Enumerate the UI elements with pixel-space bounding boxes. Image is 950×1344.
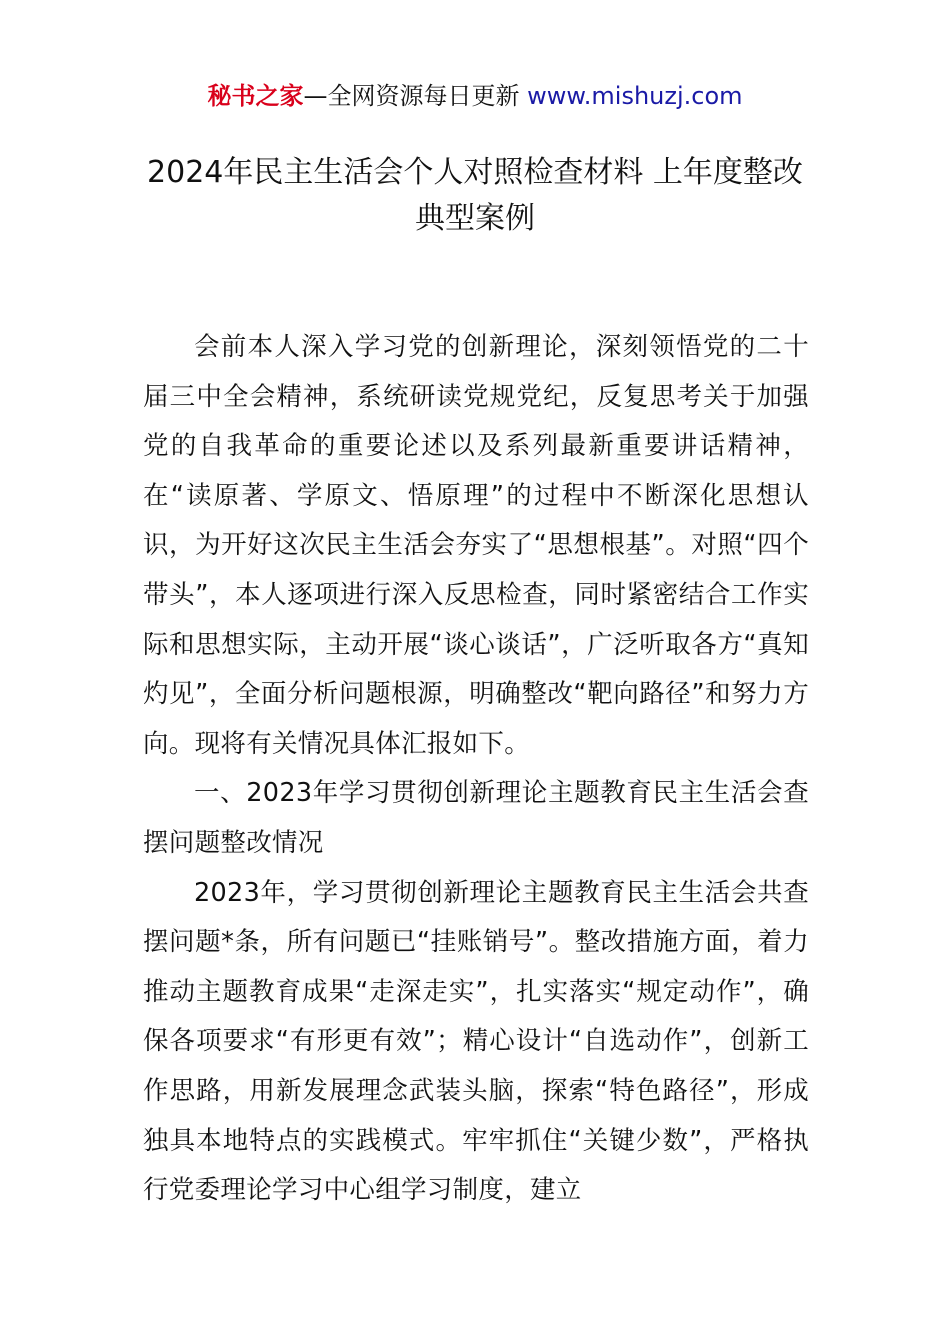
document-body bbox=[143, 323, 809, 1216]
intro-paragraph: 会前本人深入学习党的创新理论，深刻领悟党的二十届三中全会精神，系统研读党规党纪，反复思考关于加强党的自我革命的重要论述以及系列最新重要讲话精神，在“读原著、学原文、悟原理”的过程中不断深化思想认识，为开好这次民主生活会夯实了“思想根基”。对照“四个带头”，本人逐项进行深入反思检查，同时紧密结合工作实际和思想实际，主动开展“谈心谈话”，广泛听取各方“真知灼见”，全面分析问题根源，明确整改“靶向路径”和努力方向。现将有关情况具体汇报如下。 bbox=[143, 332, 809, 759]
body-paragraph: 2023年，学习贯彻创新理论主题教育民主生活会共查摆问题*条，所有问题已“挂账销号”。整改措施方面，着力推动主题教育成果“走深走实”，扎实落实“规定动作”，确保各项要求“有形更有效”；精心设计“自选动作”，创新工作思路，用新发展理念武装头脑，探索“特色路径”，形成独具本地特点的实践模式。牢牢抓住“关键少数”，严格执行党委理论学习中心组学习制度，建立 bbox=[143, 877, 809, 1206]
section-heading: 一、2023年学习贯彻创新理论主题教育民主生活会查摆问题整改情况 bbox=[143, 778, 809, 858]
document-title: 2024年民主生活会个人对照检查材料 上年度整改 典型案例 bbox=[147, 155, 803, 236]
brand-name: 秘书之家 bbox=[207, 82, 304, 110]
header-tagline: —全网资源每日更新 bbox=[303, 82, 528, 110]
site-url-link[interactable]: www.mishuzj.com bbox=[527, 82, 743, 110]
site-header bbox=[0, 80, 950, 112]
